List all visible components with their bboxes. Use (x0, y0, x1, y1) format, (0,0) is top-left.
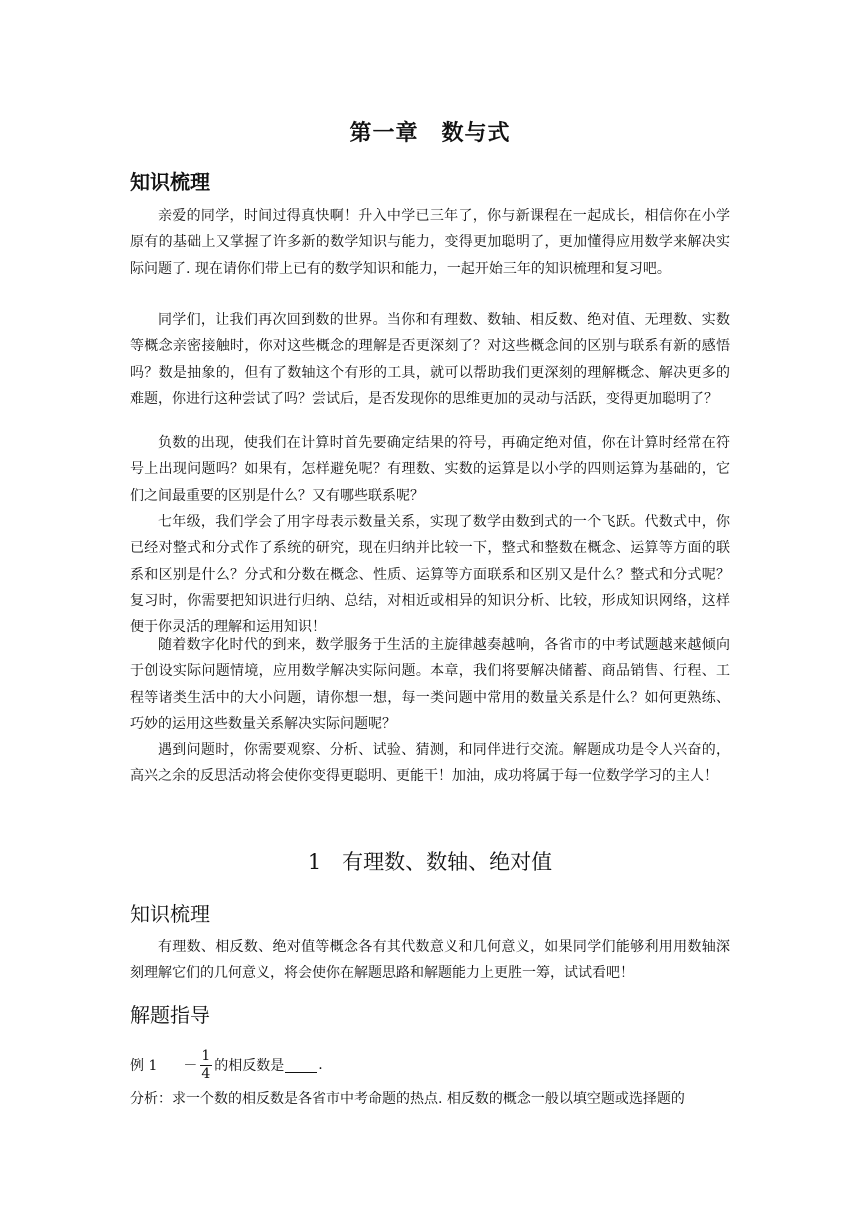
fraction (199, 1048, 212, 1083)
intro-paragraph-2: 同学们，让我们再次回到数的世界。当你和有理数、数轴、相反数、绝对值、无理数、实数等概念亲密接触时，你对这些概念的理解是否更深刻了？对这些概念间的区别与联系有新的感悟吗？数是抽象的，但有了数轴这个有形的工具，就可以帮助我们更深刻的理解概念、解决更多的难题，你进行这种尝试了吗？尝试后，是否发现你的思维更加的灵动与活跃，变得更加聪明了？ (130, 312, 730, 407)
intro-paragraph-6: 遇到问题时，你需要观察、分析、试验、猜测，和同伴进行交流。解题成功是令人兴奋的，高兴之余的反思活动将会使你变得更聪明、更能干！加油，成功将属于每一位数学学习的主人！ (130, 742, 730, 785)
fraction-denominator: 4 (201, 1065, 211, 1082)
answer-blank (285, 1058, 317, 1073)
fraction-numerator: 1 (201, 1047, 211, 1064)
example-text: 的相反数是 (214, 1058, 285, 1074)
minus-sign: － (183, 1058, 198, 1074)
example-end: . (318, 1057, 323, 1073)
guide-heading: 解题指导 (130, 1003, 210, 1027)
intro-paragraph-3: 负数的出现，使我们在计算时首先要确定结果的符号，再确定绝对值，你在计算时经常在符号上出现问题吗？如果有，怎样避免呢？有理数、实数的运算是以小学的四则运算为基础的，它们之间最重要的区别是什么？又有哪些联系呢？ (130, 435, 730, 504)
section-paragraph: 有理数、相反数、绝对值等概念各有其代数意义和几何意义，如果同学们能够利用用数轴深刻理解它们的几何意义，将会使你在解题思路和解题能力上更胜一筹，试试看吧！ (130, 939, 730, 982)
section-heading: 知识梳理 (130, 902, 210, 926)
analysis-text: 分析：求一个数的相反数是各省市中考命题的热点. 相反数的概念一般以填空题或选择题的 (130, 1091, 685, 1107)
intro-paragraph-1: 亲爱的同学，时间过得真快啊！升入中学已三年了，你与新课程在一起成长，相信你在小学原有的基础上又掌握了许多新的数学知识与能力，变得更加聪明了，更加懂得应用数学来解决实际问题了. 现在请你们带上已有的数学知识和能力，一起开始三年的知识梳理和复习吧。 (130, 208, 730, 277)
chapter-title: 第一章 数与式 (349, 121, 511, 146)
intro-heading: 知识梳理 (130, 170, 210, 194)
section-title: 1 有理数、数轴、绝对值 (307, 850, 553, 874)
example-label: 例 1 (130, 1058, 158, 1074)
intro-paragraph-5: 随着数字化时代的到来，数学服务于生活的主旋律越奏越响，各省市的中考试题越来越倾向于创设实际问题情境，应用数学解决实际问题。本章，我们将要解决储蓄、商品销售、行程、工程等诸类生活中的大小问题，请你想一想，每一类问题中常用的数量关系是什么？如何更熟练、巧妙的运用这些数量关系解决实际问题呢？ (130, 637, 730, 732)
example-1 (130, 1044, 323, 1086)
intro-paragraph-4: 七年级，我们学会了用字母表示数量关系，实现了数学由数到式的一个飞跃。代数式中，你已经对整式和分式作了系统的研究，现在归纳并比较一下，整式和整数在概念、运算等方面的联系和区别是什么？分式和分数在概念、性质、运算等方面联系和区别又是什么？整式和分式呢？复习时，你需要把知识进行归纳、总结，对相近或相异的知识分析、比较，形成知识网络，这样便于你灵活的理解和运用知识！ (130, 514, 730, 636)
